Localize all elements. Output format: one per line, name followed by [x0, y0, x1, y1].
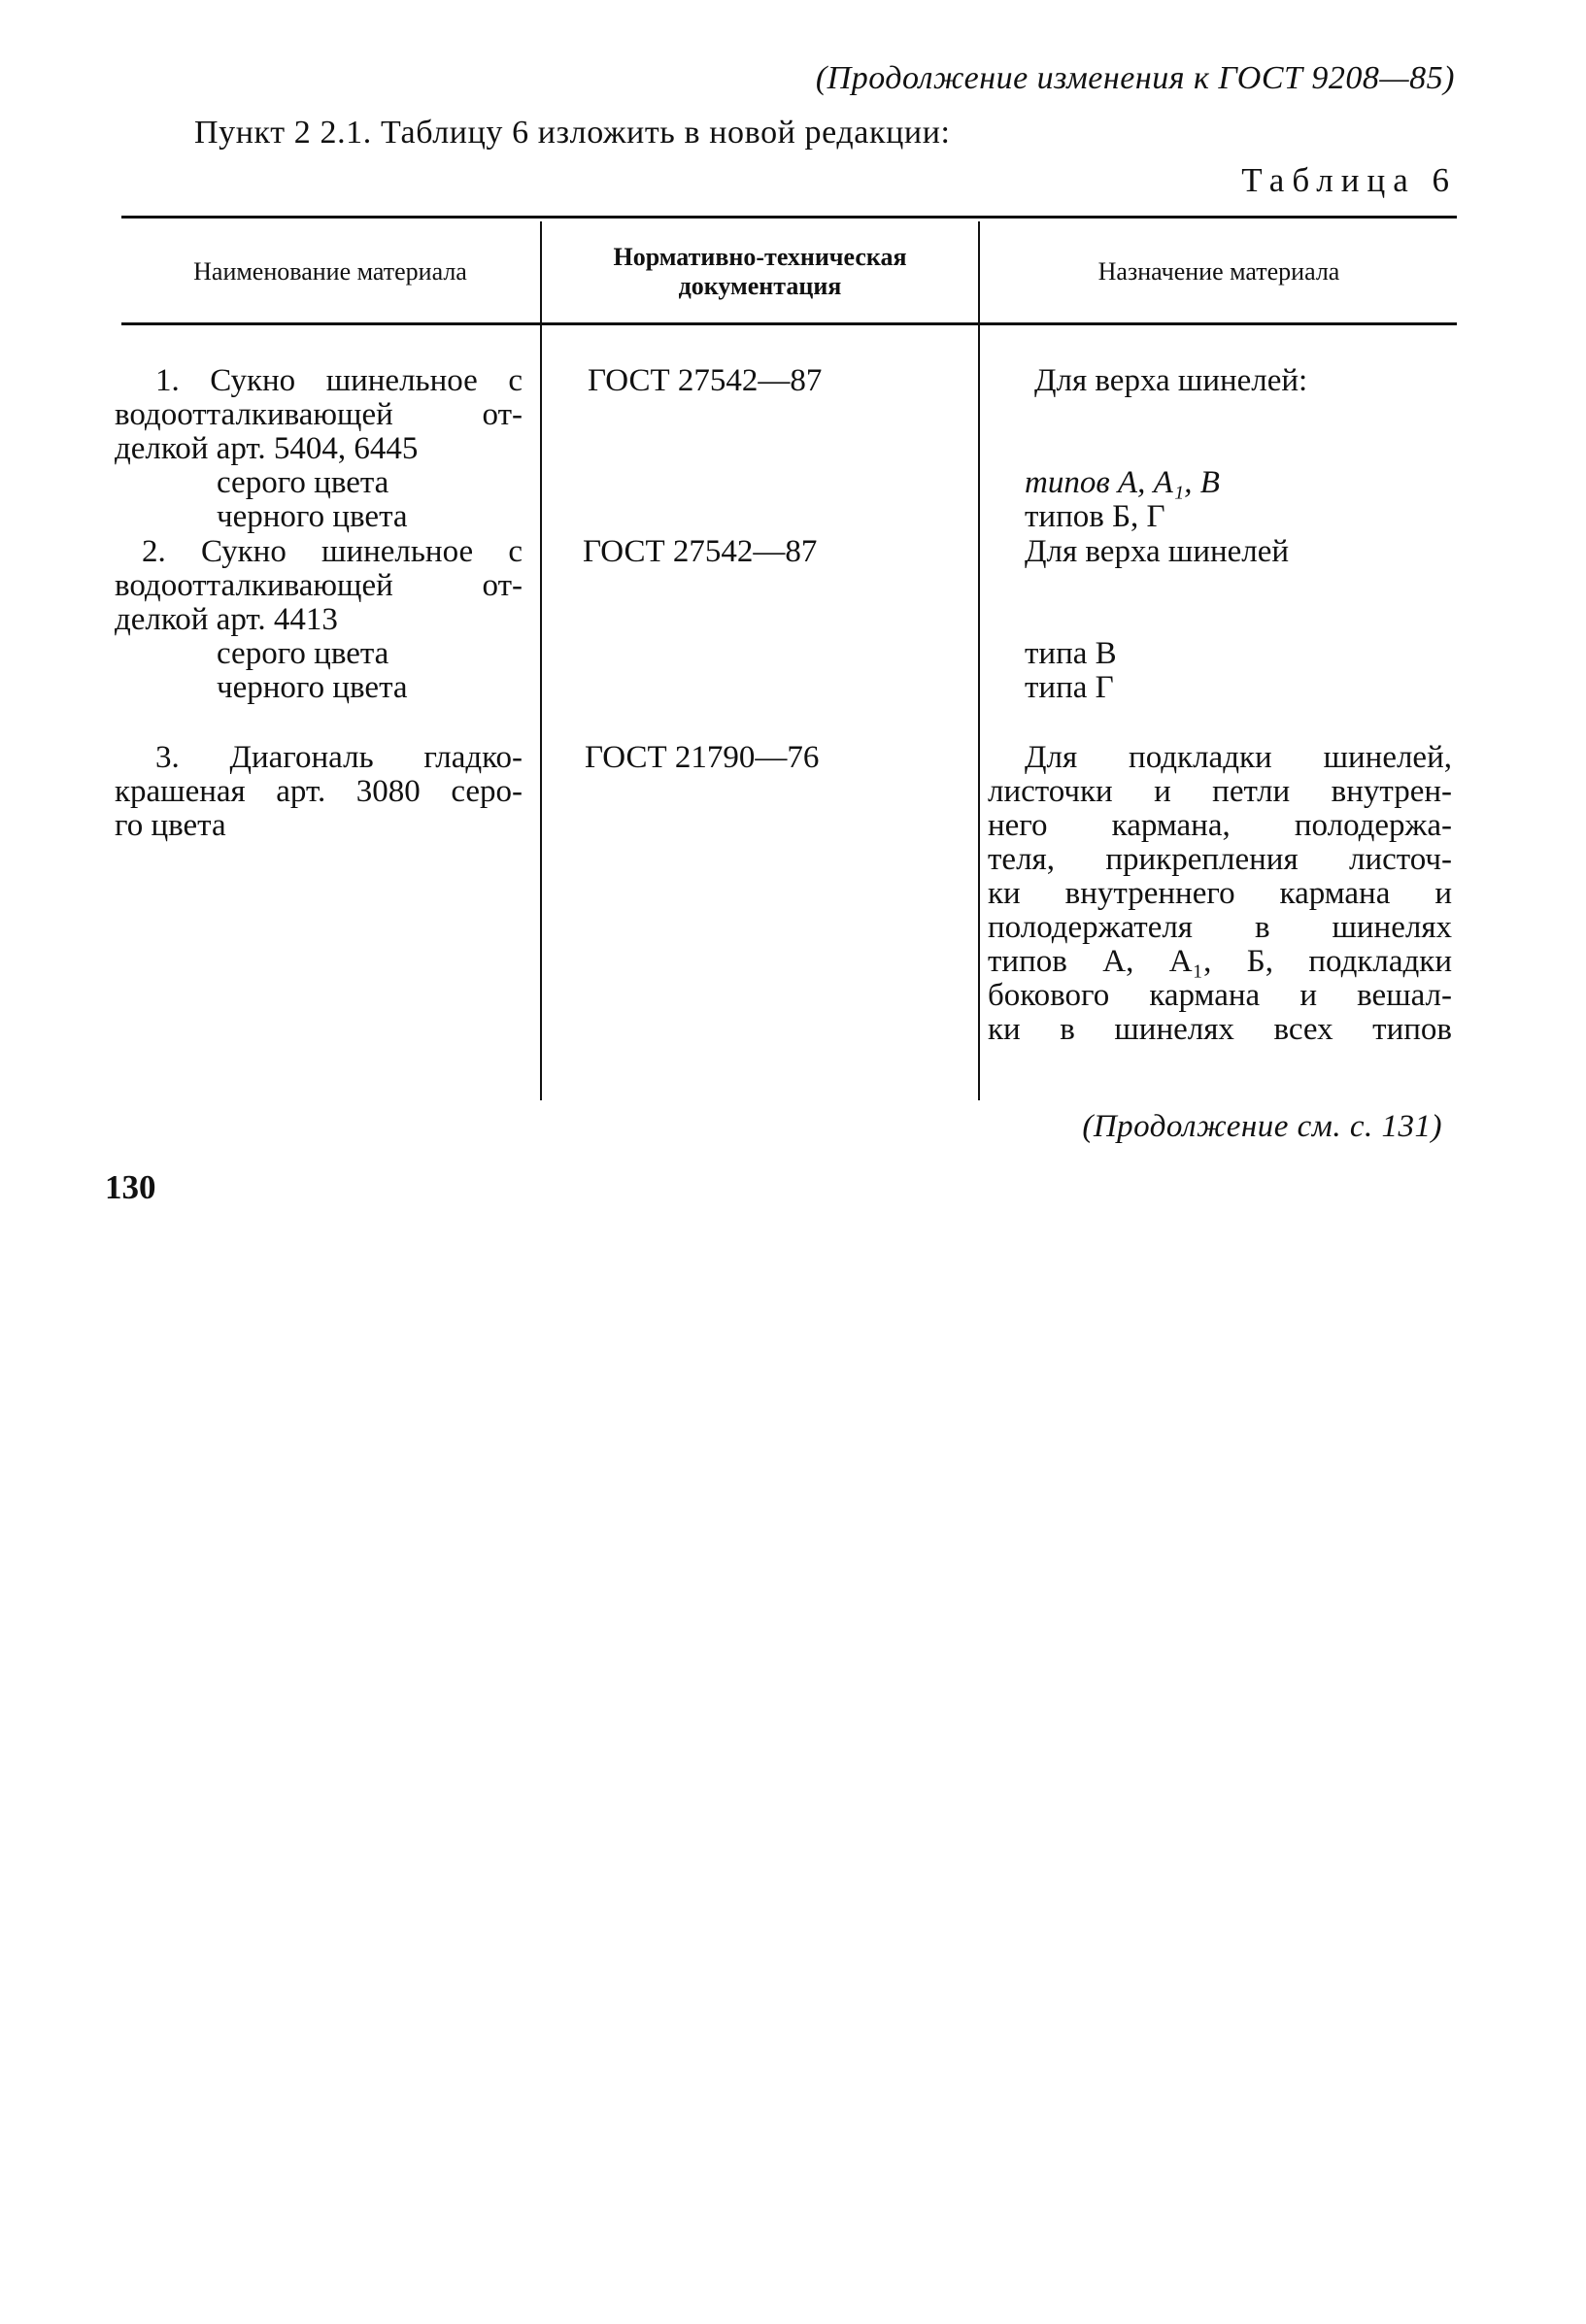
row-2-purpose-line-4: типа В: [1025, 636, 1117, 671]
row-1-purpose: [1025, 364, 1307, 534]
row-3-purpose-line-3: него кармана, полодержа-: [988, 808, 1452, 843]
row-2-purpose-line-1: Для верха шинелей: [1025, 534, 1290, 569]
continuation-header: (Продолжение изменения к ГОСТ 9208—85): [815, 60, 1455, 96]
row-1-material-line-3: делкой арт. 5404, 6445: [115, 431, 419, 466]
header-doc-line-2: документация: [678, 272, 842, 300]
row-2-material-line-4: серого цвета: [217, 636, 389, 671]
header-doc-line-1: Нормативно-техническая: [613, 243, 907, 271]
row-3-purpose-line-6: полодержателя в шинелях: [988, 910, 1452, 945]
page-number: 130: [105, 1168, 156, 1206]
row-3-purpose-line-2: листочки и петли внутрен-: [988, 774, 1452, 809]
row-3-purpose: [988, 741, 1452, 1047]
row-2-material-line-3: делкой арт. 4413: [115, 602, 338, 637]
row-3-material: [115, 741, 523, 843]
table-label: Таблица 6: [1241, 161, 1457, 199]
header-purpose: Назначение материала: [1097, 257, 1340, 286]
row-3-material-line-1: 3. Диагональ гладко-: [155, 740, 523, 775]
column-divider-2: [978, 221, 980, 1100]
header-bottom-rule: [121, 322, 1457, 325]
row-2-purpose-line-5: типа Г: [1025, 670, 1114, 705]
header-material: Наименование материала: [193, 257, 467, 286]
row-3-doc: ГОСТ 21790—76: [585, 740, 820, 775]
row-2-purpose: [1025, 535, 1289, 705]
row-1-material-line-2: водоотталкивающей от-: [115, 397, 523, 432]
column-divider-1: [540, 221, 542, 1100]
row-3-purpose-line-4: теля, прикрепления листоч-: [988, 842, 1452, 877]
row-1-purpose-line-4: типов А, А₁, В: [1025, 465, 1220, 500]
row-3-purpose-line-1: Для подкладки шинелей,: [1025, 740, 1452, 775]
table-top-rule: [121, 216, 1457, 219]
header-doc: [544, 243, 976, 301]
row-3-purpose-line-8: бокового кармана и вешал-: [988, 978, 1452, 1013]
row-2-material-line-2: водоотталкивающей от-: [115, 568, 523, 603]
row-3-purpose-line-9: ки в шинелях всех типов: [988, 1012, 1452, 1047]
continuation-footer: (Продолжение см. с. 131): [1082, 1109, 1442, 1144]
row-1-purpose-line-5: типов Б, Г: [1025, 499, 1165, 534]
row-2-material: [115, 535, 523, 705]
row-3-material-line-3: го цвета: [115, 808, 226, 843]
row-1-material-line-4: серого цвета: [217, 465, 389, 500]
row-2-doc: ГОСТ 27542—87: [583, 534, 818, 569]
row-3-material-line-2: крашеная арт. 3080 серо-: [115, 774, 523, 809]
row-3-purpose-line-5: ки внутреннего кармана и: [988, 876, 1452, 911]
row-1-material: [115, 364, 523, 534]
row-1-material-line-5: черного цвета: [217, 499, 408, 534]
row-3-purpose-line-7: типов А, А₁, Б, подкладки: [988, 944, 1452, 979]
row-2-material-line-5: черного цвета: [217, 670, 408, 705]
intro-text: Пункт 2 2.1. Таблицу 6 изложить в новой редакции:: [194, 115, 951, 151]
row-1-material-line-1: 1. Сукно шинельное с: [155, 363, 523, 398]
row-2-material-line-1: 2. Сукно шинельное с: [142, 534, 523, 569]
row-1-doc: ГОСТ 27542—87: [588, 363, 823, 398]
row-1-purpose-line-1: Для верха шинелей:: [1034, 363, 1308, 398]
